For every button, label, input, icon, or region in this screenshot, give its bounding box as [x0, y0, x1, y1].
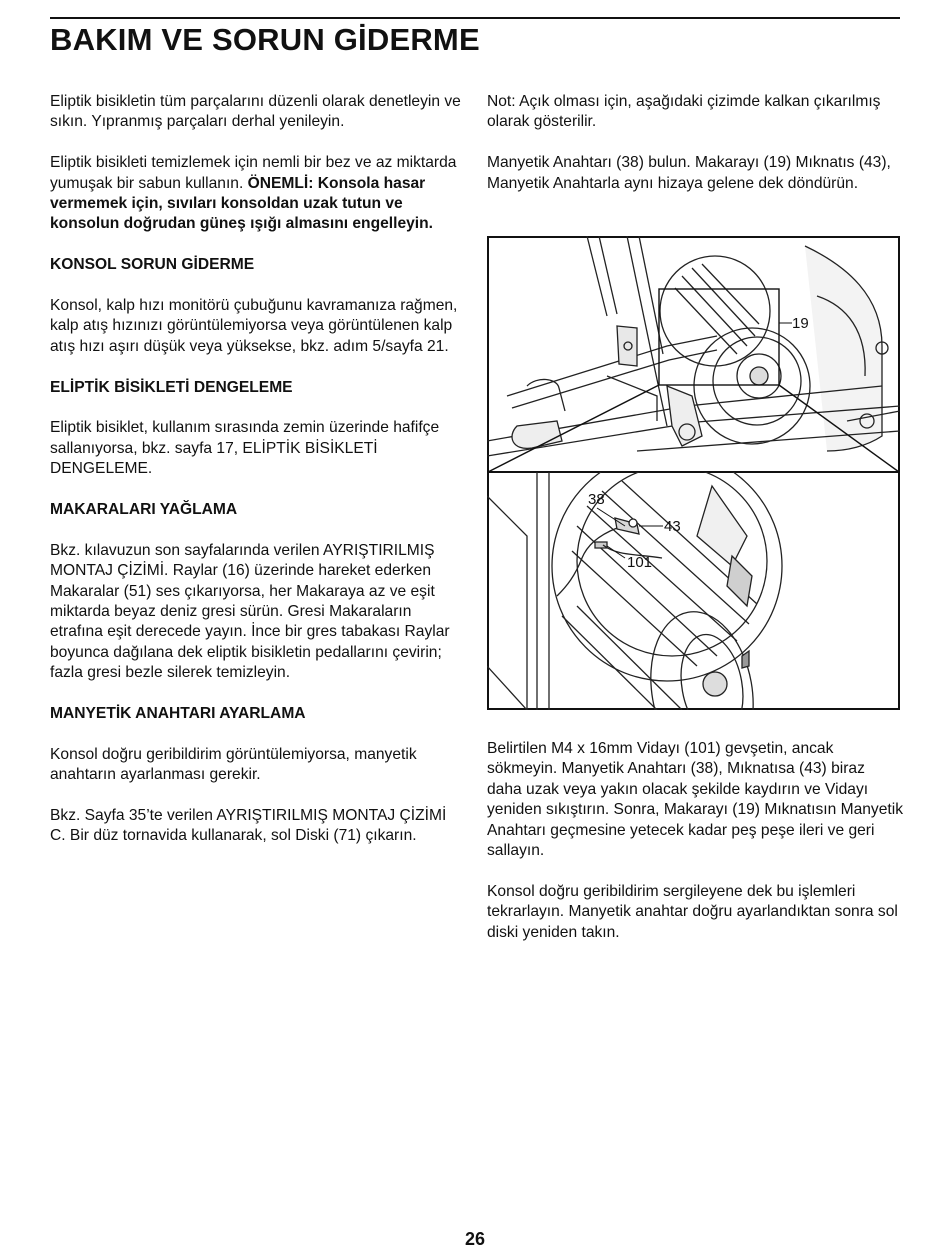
- repeat-paragraph: Konsol doğru geribildirim sergileyene dek bu işlemleri tekrarlayın. Manyetik anahtar doğru ayarlandıktan sonra sol diski yeniden takın.: [487, 882, 898, 941]
- callout-101: 101: [627, 554, 653, 571]
- page-number: 26: [464, 1229, 486, 1249]
- cleaning-text: Eliptik bisikleti temizlemek için nemli bir bez ve az miktarda yumuşak bir sabun kullanın.: [50, 154, 457, 192]
- right-column-bottom: [487, 739, 903, 963]
- heading-lubricate-rollers: MAKARALARI YAĞLAMA: [50, 501, 238, 519]
- right-column-top: [487, 92, 903, 214]
- reed-switch-paragraph-2: Bkz. Sayfa 35’te verilen AYRIŞTIRILMIŞ MONTAJ ÇİZİMİ C. Bir düz tornavida kullanarak, sol Diski (71) çıkarın.: [50, 807, 447, 845]
- reed-switch-illustration: [487, 236, 900, 710]
- heading-leveling: ELİPTİK BİSİKLETİ DENGELEME: [50, 378, 293, 396]
- lubricate-paragraph: Bkz. kılavuzun son sayfalarında verilen AYRIŞTIRILMIŞ MONTAJ ÇİZİMİ. Raylar (16) üzerinde hareket ederken Makaralar (51) ses çıkarıyorsa, her Makaraya az ve eşit miktarda beyaz deniz gresi sürün. Gresi Makaraların etrafına eşit derecede yayın. İnce bir gres tabakası Raylar boyunca dağılana dek eliptik bisikletin pedallarını çevirin; fazla gresi bezle silerek temizleyin.: [50, 541, 450, 682]
- callout-38: 38: [588, 491, 605, 508]
- top-rule: [50, 17, 900, 19]
- important-warning: ÖNEMLİ: Konsola hasar vermemek için, sıvıları konsoldan uzak tutun ve konsolun doğrudan güneş ışığı almasını engelleyin.: [50, 174, 433, 233]
- reed-switch-paragraph-1: Konsol doğru geribildirim görüntülemiyorsa, manyetik anahtarın ayarlanması gerekir.: [50, 745, 417, 784]
- left-column: [50, 92, 462, 867]
- callout-43: 43: [664, 518, 681, 535]
- console-paragraph: Konsol, kalp hızı monitörü çubuğunu kavramanıza rağmen, kalp atış hızınızı görüntülemiyorsa veya görüntülenen kalp atış hızı aşırı düşük veya yüksekse, bkz. adım 5/sayfa 21.: [50, 297, 458, 355]
- heading-adjust-reed-switch: MANYETİK ANAHTARI AYARLAMA: [50, 705, 306, 723]
- leveling-paragraph: Eliptik bisiklet, kullanım sırasında zemin üzerinde hafifçe sallanıyorsa, bkz. sayfa 17, ELİPTİK BİSİKLETİ DENGELEME.: [50, 419, 440, 478]
- callout-19: 19: [792, 315, 809, 332]
- intro-paragraph-2: [50, 153, 462, 235]
- note-paragraph: Not: Açık olması için, aşağıdaki çizimde kalkan çıkarılmış olarak gösterilir.: [487, 93, 881, 131]
- find-switch-paragraph: Manyetik Anahtarı (38) bulun. Makarayı (19) Mıknatıs (43), Manyetik Anahtarla aynı hizaya gelene dek döndürün.: [487, 154, 891, 192]
- page-title: BAKIM VE SORUN GİDERME: [50, 22, 480, 57]
- illustration-svg: [487, 236, 900, 710]
- adjust-paragraph: Belirtilen M4 x 16mm Vidayı (101) gevşetin, ancak sökmeyin. Manyetik Anahtarı (38), Mıknatısa (43) biraz daha uzak veya yakın olacak şekilde kaydırın ve Vidayı yeniden sıkıştırın. Sonra, Makarayı (19) Mıknatısın Manyetik Anahtarı geçmesine yetecek kadar peş peşe ileri ve geri sallayın.: [487, 740, 903, 860]
- intro-paragraph-1: Eliptik bisikletin tüm parçalarını düzenli olarak denetleyin ve sıkın. Yıpranmış parçaları derhal yenileyin.: [50, 93, 461, 131]
- heading-console-troubleshooting: KONSOL SORUN GİDERME: [50, 256, 255, 274]
